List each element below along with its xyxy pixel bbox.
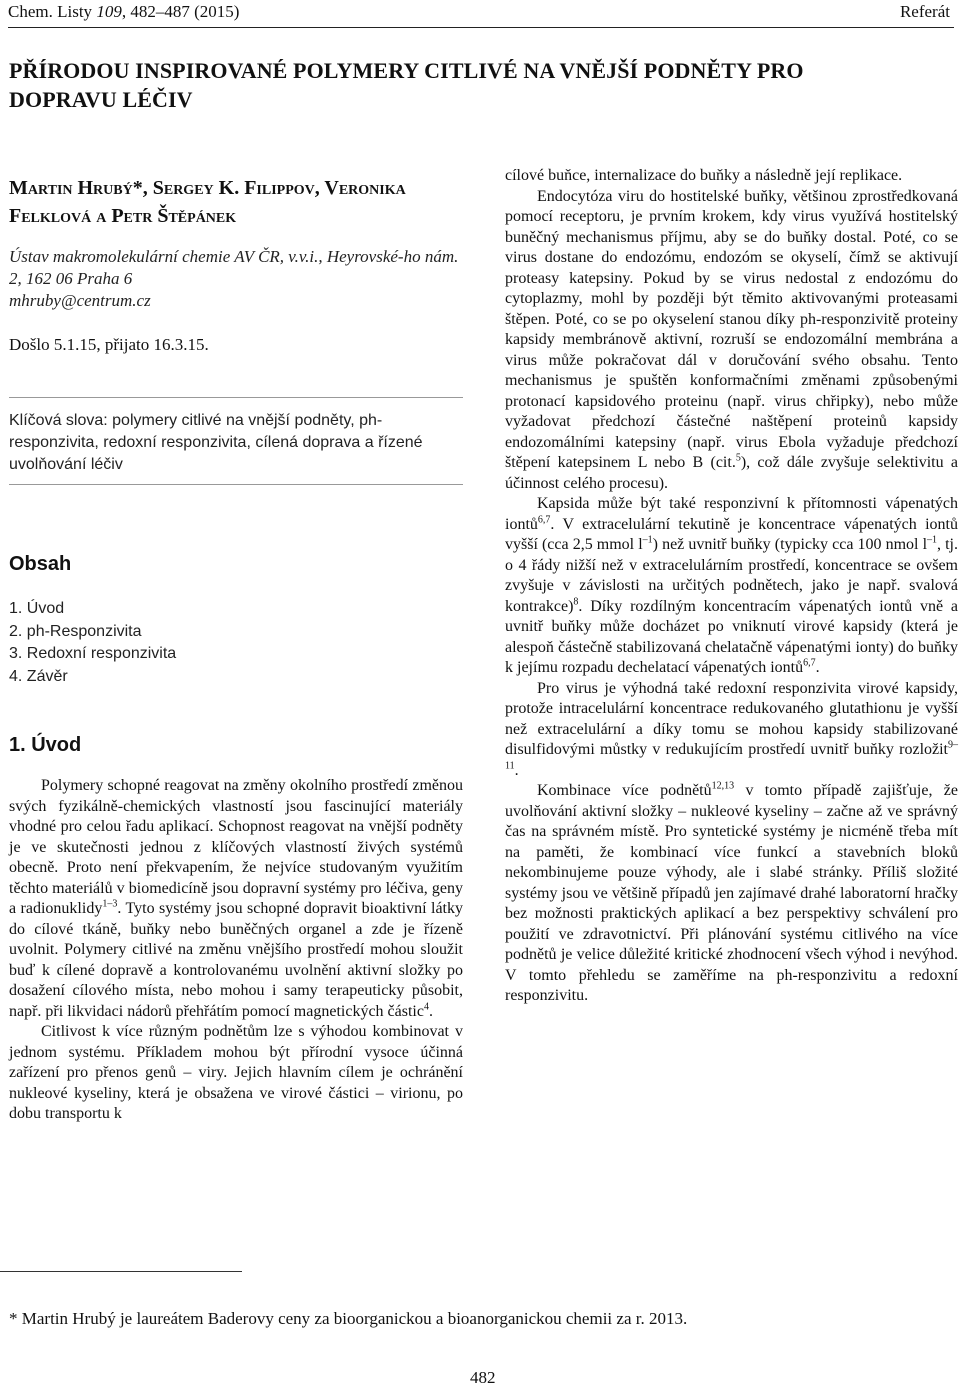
footnote-rule bbox=[0, 1271, 242, 1272]
paragraph: Pro virus je výhodná také redoxní responzivita virové kapsidy, protože intracelulární koncentrace redukovaného glutathionu je vyšší než extracelulární a díky tomu se mohou kapsidy stabilizované disulfidovými můstky v redukujícím prostředí uvnitř buňky rozložit$^{9-11}$. bbox=[505, 679, 958, 779]
journal-citation bbox=[8, 2, 239, 22]
section-heading: 1. Úvod bbox=[9, 734, 82, 756]
citation: 1–3 bbox=[102, 898, 118, 910]
citation: 6,7 bbox=[537, 514, 551, 526]
table-of-contents bbox=[9, 598, 176, 688]
toc-item: 2. ph-Responzivita bbox=[9, 622, 142, 640]
left-column bbox=[9, 776, 463, 1125]
paragraph: cílové buňce, internalizace do buňky a následně její replikace. bbox=[505, 167, 903, 184]
citation: 9–11 bbox=[505, 739, 958, 772]
toc-item: 1. Úvod bbox=[9, 600, 65, 617]
keywords-top-rule bbox=[9, 397, 463, 398]
citation: 12,13 bbox=[711, 780, 735, 792]
paragraph: Polymery schopné reagovat na změny okolního prostředí změnou svých fyzikálně-chemických vlastností jsou fascinující materiály vhodné pro celou řadu aplikací. Schopnost reagovat na vnější podněty je ve skutečnosti jednou z klíčových vlastností živých systémů obecně. Proto není překvapením, že nejvíce studovaným využitím těchto materiálů v biomedicíně jsou dopravní systémy pro léčiva, geny a radionuklidy$^{1-3}$. Tyto systémy jsou schopné dopravit bioaktivní látky do cílové tkáně, buňky nebo buněčných organel a zde je řízeně uvolnit. Polymery citlivé na změnu vnějšího prostředí mohou sloužit buď k cílené dopravě a kontrolovanému uvolnění aktivní složky po dosažení cílového místa, nebo mohou i samy terapeuticky působit, např. při likvidaci nádorů přehřátím pomocí magnetických částic$^4$. bbox=[9, 777, 463, 1020]
toc-title: Obsah bbox=[9, 553, 72, 575]
keywords-bottom-rule bbox=[9, 484, 463, 485]
header-rule bbox=[8, 27, 954, 28]
toc-item: 3. Redoxní responzivita bbox=[9, 645, 177, 662]
affiliation-institute: Ústav makromolekulární chemie AV ČR, v.v.i., Heyrovské-ho nám. 2, 162 06 Praha 6 bbox=[9, 247, 459, 288]
unit-exponent: –1 bbox=[642, 534, 653, 546]
unit-exponent: –1 bbox=[927, 534, 938, 546]
footnote: * Martin Hrubý je laureátem Baderovy ceny za bioorganickou a bioanorganickou chemii za r. 2013. bbox=[9, 1309, 688, 1328]
right-column bbox=[505, 166, 958, 1007]
author-list: Martin Hrubý*, Sergey K. Filippov, Veronika Felklová a Petr Štěpánek bbox=[9, 177, 406, 227]
citation: 5 bbox=[735, 452, 741, 464]
paragraph: Kapsida může být také responzivní k přítomnosti vápenatých iontů$^{6,7}$. V extracelulární tekutině je koncentrace vápenatých iontů vyšší (cca 2,5 mmol $l^{-1}$) než uvnitř buňky (typicky cca 100 nmol $l^{-1}$, tj. o 4 řády nižší než v extracelulárním prostředí, koncentrace se ovšem zvyšuje v závislosti na určitých podnětech, jako je např. svalová kontrakce)$^8$. Díky rozdílným koncentracím vápenatých iontů vně a uvnitř buňky může docházet po vniknutí virové kapsidy (která je alespoň částečně stabilizovaná chelatačně vápenatými ionty) do buňky k jejímu rozpadu dechelatací vápenatých iontů$^{6,7}$. bbox=[505, 495, 959, 676]
citation: 8 bbox=[573, 596, 579, 608]
journal-volume: 109 bbox=[96, 2, 122, 21]
received-dates: Došlo 5.1.15, přijato 16.3.15. bbox=[9, 335, 209, 354]
citation: 4 bbox=[423, 1001, 429, 1013]
affiliation-email: mhruby@centrum.cz bbox=[9, 291, 151, 310]
page-number: 482 bbox=[470, 1368, 496, 1387]
paragraph: Endocytóza viru do hostitelské buňky, většinou zprostředkovaná pomocí receptoru, je prvním krokem, kdy virus využívá hostitelský buněčný mechanismus příjmu, aby se do buňky dostal. Poté, co se virus dostane do endozómu, endozóm se okyselí, čímž se aktivují proteasy katepsiny. Pokud by se virus nedostal z endozómu do cytoplazmy, mohl by později být těmito aktivovanými proteasami štěpen. Poté, co se po okyselení stanou díky ph-responzivitě proteiny kapsidy membránově aktivní, rozruší se endozomální membrána a virus může pokračovat dál v doručování svého obsahu. Tento mechanismus je spuštěn konformačními změnami způsobenými protonací kapsidového proteinu (např. virus chřipky), nebo může vyžadovat předchozí částečné naštěpení proteinů kapsidy endozomálními katepsiny (např. virus Ebola vyžaduje předchozí štěpení katepsinem L nebo B (cit.$^5$), což dále zvyšuje selektivitu a účinnost celého procesu). bbox=[505, 187, 959, 492]
journal-pages: , 482–487 (2015) bbox=[121, 2, 240, 21]
journal-name: Chem. Listy bbox=[8, 2, 93, 21]
citation: 6,7 bbox=[803, 657, 816, 669]
section-label: Referát bbox=[899, 2, 950, 21]
article-title: PŘÍRODOU INSPIROVANÉ POLYMERY CITLIVÉ NA VNĚJŠÍ PODNĚTY PRO DOPRAVU LÉČIV bbox=[9, 58, 804, 112]
paragraph: Kombinace více podnětů$^{12,13}$ v tomto případě zajišťuje, že uvolňování aktivní složky – nukleové kyseliny – začne až ve správný čas na správném místě. Pro syntetické systémy je nicméně třeba mít na paměti, že kombinací více funkcí a stavebních bloků nekombinujeme pouze výhody, ale i slabé stránky. Příliš složité systémy jsou ve většině případů jen zajímavé drahé laboratorní hračky bez možnosti praktických aplikací a bez perspektivy schválení pro použití ve zdravotnictví. Při plánování systému citlivého na více podnětů je velice důležité kritické zhodnocení všech výhod i nevýhod. V tomto přehledu se zaměříme na ph-responzivitu a redoxní responzivitu. bbox=[505, 780, 959, 1004]
toc-item: 4. Závěr bbox=[9, 667, 68, 685]
paragraph: Citlivost k více různým podnětům lze s výhodou kombinovat v jednom systému. Příkladem mohou být přírodní vysoce účinná zařízení pro přenos genů – viry. Jejich hlavním cílem je ochránění nukleové kyseliny, která je obsažena ve virové částici – virionu, po dobu transportu k bbox=[9, 1023, 463, 1122]
affiliation bbox=[9, 246, 464, 312]
keywords: Klíčová slova: polymery citlivé na vnější podněty, ph-responzivita, redoxní responzivita, cílená doprava a řízené uvolňování léčiv bbox=[9, 412, 423, 473]
